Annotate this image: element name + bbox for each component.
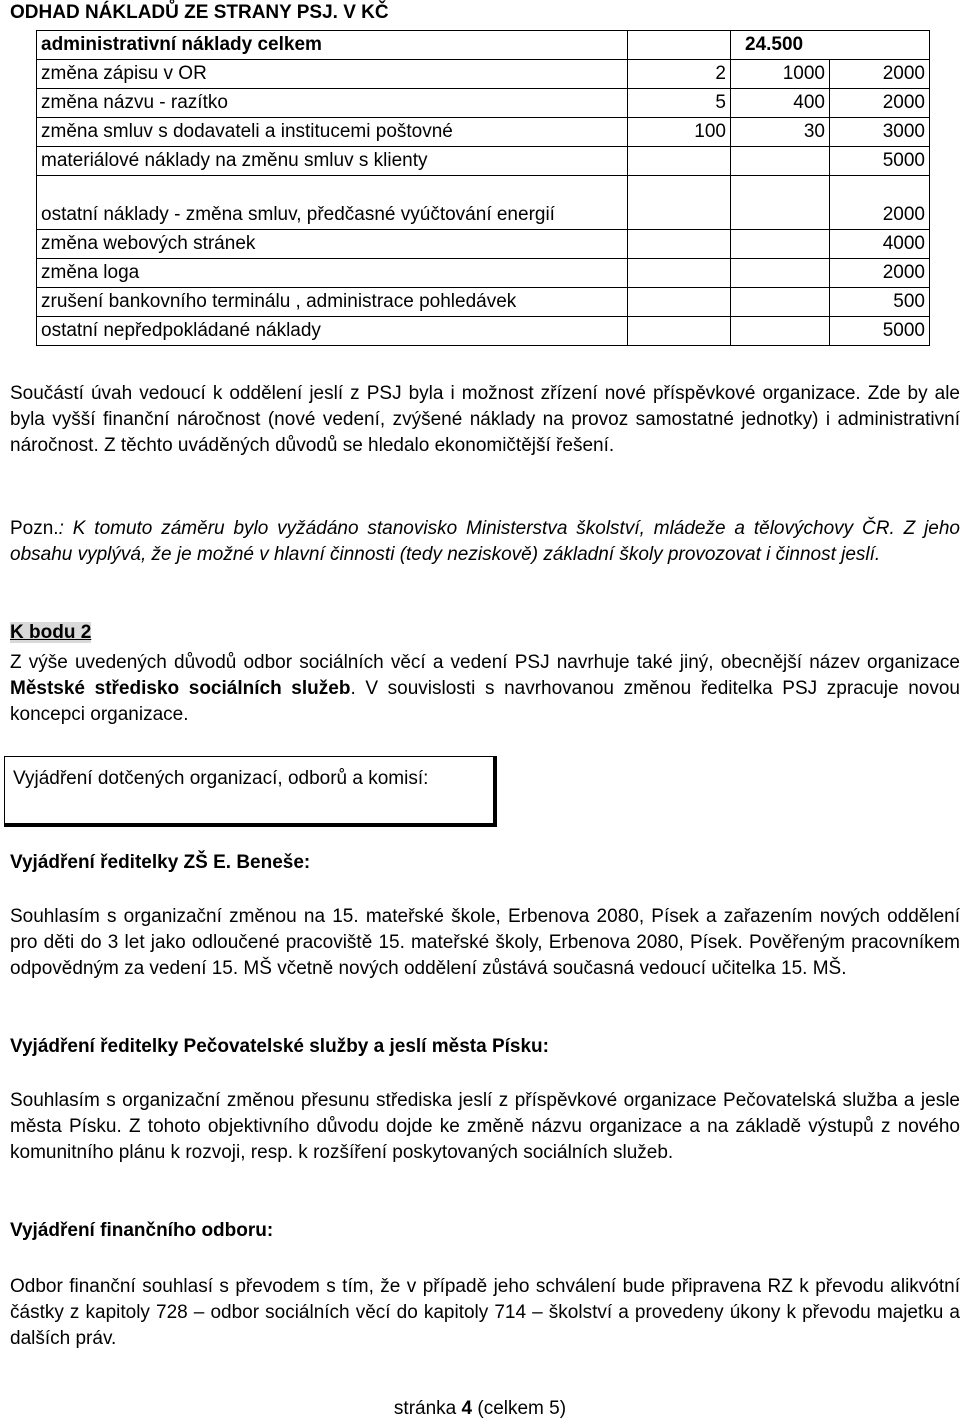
cost-item-unit-price bbox=[731, 147, 830, 176]
cost-item-unit-price bbox=[731, 230, 830, 259]
total-label: administrativní náklady celkem bbox=[37, 31, 628, 60]
rename-text-before: Z výše uvedených důvodů odbor sociálních věcí a vedení PSJ navrhuje také jiný, obecnější název organizace bbox=[10, 652, 960, 673]
cost-table bbox=[36, 30, 930, 346]
table-row bbox=[37, 89, 930, 118]
cost-item-sum: 2000 bbox=[830, 176, 930, 230]
footer-suffix: (celkem 5) bbox=[472, 1398, 567, 1419]
section-title-zs: Vyjádření ředitelky ZŠ E. Beneše: bbox=[10, 852, 311, 873]
cost-item-label: změna zápisu v OR bbox=[37, 60, 628, 89]
cost-item-label: materiálové náklady na změnu smluv s klienty bbox=[37, 147, 628, 176]
new-org-name: Městské středisko sociálních služeb bbox=[10, 678, 351, 699]
table-row bbox=[37, 230, 930, 259]
cost-item-label: zrušení bankovního terminálu , administrace pohledávek bbox=[37, 288, 628, 317]
cost-item-qty bbox=[628, 147, 731, 176]
section-text-fin: Odbor finanční souhlasí s převodem s tím, že v případě jeho schválení bude připravena RZ k převodu alikvótní částky z kapitoly 728 – odbor sociálních věcí do kapitoly 714 – školství a provedeny úkony k převodu majetku a dalších práv. bbox=[10, 1276, 960, 1349]
cost-item-sum: 2000 bbox=[830, 259, 930, 288]
section-title-fin: Vyjádření finančního odboru: bbox=[10, 1220, 274, 1241]
cost-item-sum: 2000 bbox=[830, 89, 930, 118]
table-total-row bbox=[37, 31, 930, 60]
total-value: 24.500 bbox=[731, 31, 930, 60]
cost-item-label: ostatní nepředpokládané náklady bbox=[37, 317, 628, 346]
cost-item-qty bbox=[628, 259, 731, 288]
footer-prefix: stránka bbox=[393, 1398, 462, 1419]
cost-item-qty bbox=[628, 288, 731, 317]
table-row bbox=[37, 118, 930, 147]
cost-item-qty: 100 bbox=[628, 118, 731, 147]
cost-item-qty bbox=[628, 176, 731, 230]
cost-item-qty: 5 bbox=[628, 89, 731, 118]
page-footer bbox=[0, 1398, 960, 1420]
statements-box bbox=[4, 756, 497, 827]
cost-item-unit-price bbox=[731, 259, 830, 288]
table-row bbox=[37, 259, 930, 288]
cost-item-unit-price: 400 bbox=[731, 89, 830, 118]
note-prefix: Pozn. bbox=[10, 518, 59, 539]
cost-item-label: změna loga bbox=[37, 259, 628, 288]
document-heading: ODHAD NÁKLADŮ ZE STRANY PSJ. V KČ bbox=[10, 2, 389, 23]
footer-page-number: 4 bbox=[461, 1398, 473, 1419]
cost-item-sum: 500 bbox=[830, 288, 930, 317]
section-text-zs: Souhlasím s organizační změnou na 15. mateřské škole, Erbenova 2080, Písek a zařazením nových oddělení pro děti do 3 let jako odloučené pracoviště 15. mateřské školy, Erbenova 2080, Písek. Pověřeným pracovníkem odpovědným za vedení 15. MŠ včetně nových oddělení zůstává současná vedoucí učitelka 15. MŠ. bbox=[10, 906, 960, 979]
cost-item-sum: 2000 bbox=[830, 60, 930, 89]
paragraph-economy: Součástí úvah vedoucí k oddělení jeslí z PSJ byla i možnost zřízení nové příspěvkové organizace. Zde by ale byla vyšší finanční náročnost (nové vedení, zvýšené náklady na provoz samostatné jednotky) i administrativní náročnost. Z těchto uváděných důvodů se hledalo ekonomičtější řešení. bbox=[10, 383, 960, 456]
cost-item-unit-price bbox=[731, 176, 830, 230]
note-paragraph bbox=[10, 516, 960, 568]
rename-text-after: . V souvislosti s navrhovanou změnou ředitelka PSJ zpracuje novou koncepci organizace. bbox=[10, 678, 960, 725]
cost-item-label: ostatní náklady - změna smluv, předčasné vyúčtování energií bbox=[37, 176, 628, 230]
cost-item-label: změna smluv s dodavateli a institucemi poštovné bbox=[37, 118, 628, 147]
k-bodu-heading bbox=[10, 622, 91, 644]
table-row bbox=[37, 147, 930, 176]
cost-item-sum: 5000 bbox=[830, 147, 930, 176]
statements-box-text: Vyjádření dotčených organizací, odborů a komisí: bbox=[13, 768, 429, 789]
cost-item-sum: 4000 bbox=[830, 230, 930, 259]
table-row bbox=[37, 288, 930, 317]
section-text-ps: Souhlasím s organizační změnou přesunu střediska jeslí z příspěvkové organizace Pečovatelská služba a jesle města Písku. Z tohoto objektivního důvodu dojde ke změně názvu organizace a na základě výstupů z nového komunitního plánu k rozvoji, resp. k rozšíření poskytovaných sociálních služeb. bbox=[10, 1090, 960, 1163]
cost-item-unit-price: 30 bbox=[731, 118, 830, 147]
cost-item-unit-price bbox=[731, 317, 830, 346]
cost-item-qty: 2 bbox=[628, 60, 731, 89]
cost-item-sum: 3000 bbox=[830, 118, 930, 147]
k-bodu-label: K bodu 2 bbox=[10, 622, 92, 643]
cost-item-label: změna názvu - razítko bbox=[37, 89, 628, 118]
cost-item-qty bbox=[628, 317, 731, 346]
cost-item-qty bbox=[628, 230, 731, 259]
note-text: : K tomuto záměru bylo vyžádáno stanovisko Ministerstva školství, mládeže a tělovýchovy ČR. Z jeho obsahu vyplývá, že je možné v hlavní činnosti (tedy neziskově) základní školy provozovat i činnost jeslí. bbox=[10, 518, 960, 565]
cost-item-label: změna webových stránek bbox=[37, 230, 628, 259]
table-row bbox=[37, 317, 930, 346]
section-title-ps: Vyjádření ředitelky Pečovatelské služby a jeslí města Písku: bbox=[10, 1036, 549, 1057]
paragraph-rename bbox=[10, 650, 960, 728]
table-row bbox=[37, 60, 930, 89]
table-row bbox=[37, 176, 930, 230]
cost-item-unit-price: 1000 bbox=[731, 60, 830, 89]
cost-item-unit-price bbox=[731, 288, 830, 317]
cost-item-sum: 5000 bbox=[830, 317, 930, 346]
